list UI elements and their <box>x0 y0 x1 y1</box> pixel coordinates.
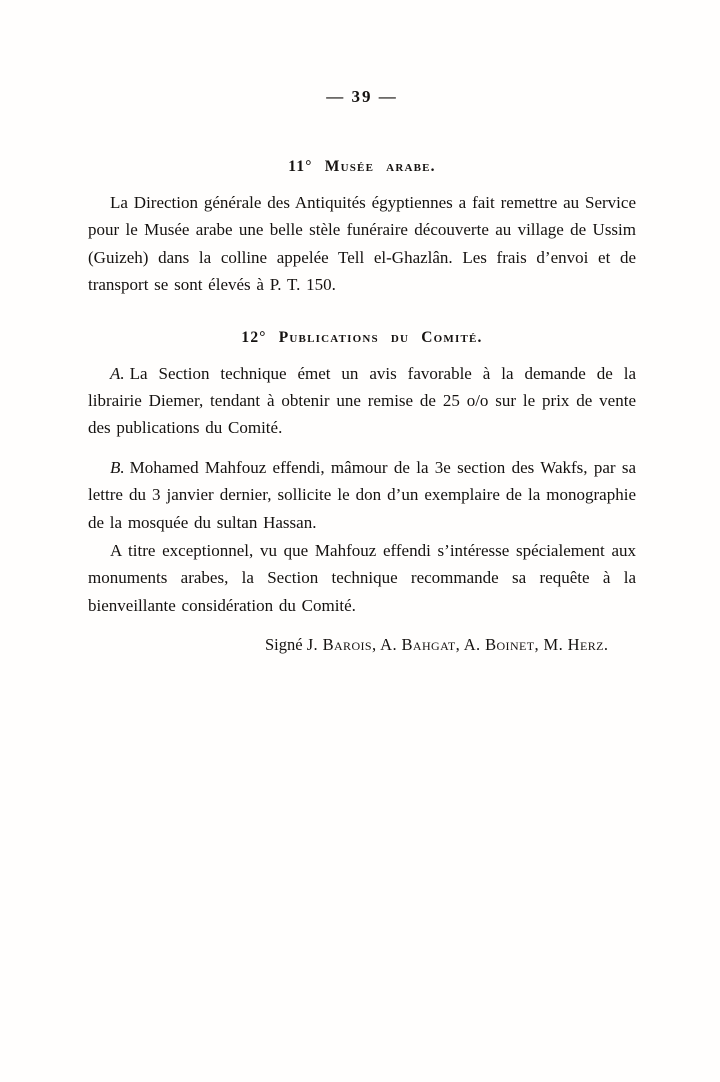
section-heading-musee-arabe: 11° Musée arabe. <box>288 158 436 175</box>
signature-line <box>265 633 636 657</box>
paragraph-exception <box>88 537 636 619</box>
paragraph-a-text: La Section technique émet un avis favorable à la demande de la librairie Diemer, tendant à obtenir une remise de 25 o/o sur le prix de vente des publications du Comité. <box>88 363 636 438</box>
signature-names: J. Barois, A. Bahgat, A. Boinet, M. Herz. <box>306 635 609 655</box>
text-column <box>88 0 636 657</box>
paragraph-b <box>88 454 636 536</box>
paragraph-a <box>88 360 636 442</box>
signature-prefix: Signé <box>265 635 303 655</box>
paragraph-exception-text: A titre exceptionnel, vu que Mahfouz effendi s’intéresse spécialement aux monuments arabes, la Section technique recommande sa requête à la bienveillante considération du Comité. <box>88 541 636 615</box>
page-number: — 39 — <box>326 87 398 106</box>
section-heading-publications: 12° Publications du Comité. <box>241 328 483 346</box>
paragraph-b-text: Mohamed Mahfouz effendi, mâmour de la 3e section des Wakfs, par sa lettre du 3 janvier dernier, sollicite le don d’un exemplaire de la monographie de la mosquée du sultan Hassan. <box>88 457 636 532</box>
paragraph-musee-arabe <box>88 189 636 299</box>
paragraph-text: La Direction générale des Antiquités égyptiennes a fait remettre au Service pour le Musée arabe une belle stèle funéraire découverte au village de Ussim (Guizeh) dans la colline appelée Tell el-Ghazlân. Les frais d’envoi et de transport se sont élevés à P. T. 150. <box>88 193 636 295</box>
paragraph-b-lead: B. <box>110 457 125 477</box>
paragraph-a-lead: A. <box>110 363 125 383</box>
